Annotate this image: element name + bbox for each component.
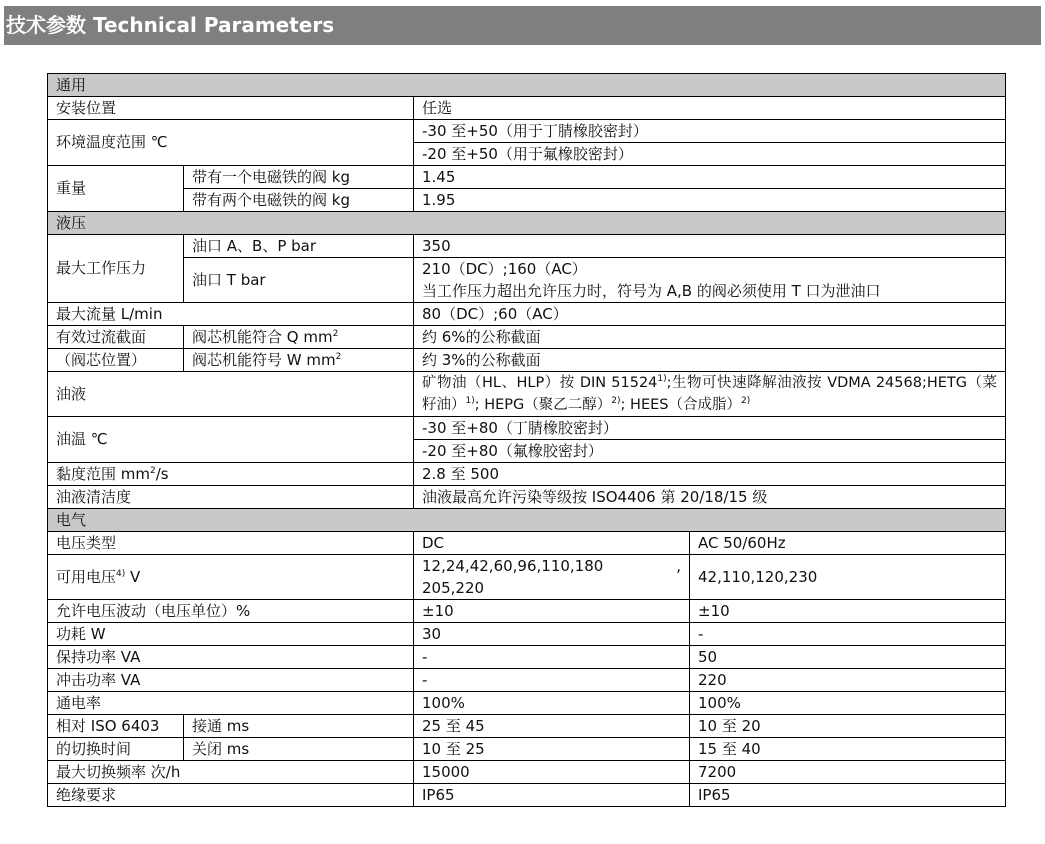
max-pressure-value-2	[414, 258, 1006, 303]
cross-section-sub-1-text: 阀芯机能符合 Q mm	[192, 327, 333, 346]
table-row	[48, 715, 1006, 738]
inrush-power-dc: -	[414, 669, 690, 692]
duty-label: 通电率	[48, 692, 414, 715]
mounting-value: 任选	[414, 97, 1006, 120]
table-row	[48, 349, 1006, 372]
voltage-label-sup: 4)	[116, 568, 126, 579]
switching-time-ac-2: 15 至 40	[690, 738, 1006, 761]
table-row	[48, 463, 1006, 486]
viscosity-label-sup: 2	[150, 465, 156, 476]
voltage-tolerance-ac: ±10	[690, 600, 1006, 623]
table-row	[48, 166, 1006, 189]
oil-temp-label: 油温 ℃	[48, 417, 414, 463]
technical-parameters-table	[47, 73, 1006, 807]
insulation-label: 绝缘要求	[48, 784, 414, 807]
ambient-temp-value-2: -20 至+50（用于氟橡胶密封）	[414, 143, 1006, 166]
voltage-dc-a: 12,24,42,60,96,110,180	[422, 557, 604, 575]
switching-time-dc-1: 25 至 45	[414, 715, 690, 738]
fluid-text-3: ; HEPG（聚乙二醇）	[474, 397, 612, 413]
switching-time-ac-1: 10 至 20	[690, 715, 1006, 738]
inrush-power-label: 冲击功率 VA	[48, 669, 414, 692]
voltage-dc	[414, 555, 690, 600]
switching-time-sub-2: 关闭 ms	[184, 738, 414, 761]
switching-time-label-b: 的切换时间	[48, 738, 184, 761]
section-row-hydraulic	[48, 212, 1006, 235]
table-row	[48, 326, 1006, 349]
voltage-type-dc: DC	[414, 532, 690, 555]
weight-value-1: 1.45	[414, 166, 1006, 189]
ambient-temp-label: 环境温度范围 ℃	[48, 120, 414, 166]
cross-section-label-a: 有效过流截面	[48, 326, 184, 349]
power-label: 功耗 W	[48, 623, 414, 646]
mounting-label: 安装位置	[48, 97, 414, 120]
table-row	[48, 646, 1006, 669]
max-pressure-value-2a: 210（DC）;160（AC）	[422, 260, 587, 278]
cross-section-label-b: （阀芯位置）	[48, 349, 184, 372]
page-title: 技术参数 Technical Parameters	[4, 6, 1041, 45]
switching-time-label-a: 相对 ISO 6403	[48, 715, 184, 738]
table-row	[48, 555, 1006, 600]
power-dc: 30	[414, 623, 690, 646]
duty-dc: 100%	[414, 692, 690, 715]
voltage-dc-line-1	[422, 555, 681, 577]
table-row	[48, 120, 1006, 143]
voltage-label	[48, 555, 414, 600]
table-row	[48, 784, 1006, 807]
voltage-ac: 42,110,120,230	[690, 555, 1006, 600]
table-row	[48, 738, 1006, 761]
max-freq-label: 最大切换频率 次/h	[48, 761, 414, 784]
viscosity-value: 2.8 至 500	[414, 463, 1006, 486]
duty-ac: 100%	[690, 692, 1006, 715]
cross-section-value-1: 约 6%的公称截面	[414, 326, 1006, 349]
voltage-label-tail: V	[125, 567, 141, 586]
voltage-label-text: 可用电压	[56, 567, 117, 586]
fluid-sup-1: 1)	[657, 374, 667, 385]
table-row	[48, 600, 1006, 623]
max-pressure-sub-1: 油口 A、B、P bar	[184, 235, 414, 258]
power-ac: -	[690, 623, 1006, 646]
cross-section-sub-2-sup: 2	[335, 351, 342, 362]
table-row	[48, 623, 1006, 646]
oil-temp-value-2: -20 至+80（氟橡胶密封）	[414, 440, 1006, 463]
table-row	[48, 372, 1006, 417]
fluid-text-2: ;生物可快速降解油液按 VDMA 24568;HETG（菜籽油）	[422, 375, 998, 413]
weight-label: 重量	[48, 166, 184, 212]
section-electric: 电气	[48, 509, 1006, 532]
section-hydraulic: 液压	[48, 212, 1006, 235]
section-row-electric	[48, 509, 1006, 532]
table-row	[48, 303, 1006, 326]
insulation-dc: IP65	[414, 784, 690, 807]
viscosity-label-tail: /s	[155, 464, 169, 483]
oil-temp-value-1: -30 至+80（丁腈橡胶密封）	[414, 417, 1006, 440]
cleanliness-value: 油液最高允许污染等级按 ISO4406 第 20/18/15 级	[414, 486, 1006, 509]
holding-power-label: 保持功率 VA	[48, 646, 414, 669]
cross-section-sub-1	[184, 326, 414, 349]
insulation-ac: IP65	[690, 784, 1006, 807]
max-freq-ac: 7200	[690, 761, 1006, 784]
weight-sub-2: 带有两个电磁铁的阀 kg	[184, 189, 414, 212]
voltage-dc-b: 205,220	[422, 579, 485, 597]
max-pressure-value-1: 350	[414, 235, 1006, 258]
fluid-sup-3: 2)	[611, 396, 621, 407]
cross-section-sub-1-sup: 2	[332, 328, 339, 339]
holding-power-ac: 50	[690, 646, 1006, 669]
cross-section-value-2: 约 3%的公称截面	[414, 349, 1006, 372]
cleanliness-label: 油液清洁度	[48, 486, 414, 509]
ambient-temp-value-1: -30 至+50（用于丁腈橡胶密封）	[414, 120, 1006, 143]
fluid-text-1: 矿物油（HL、HLP）按 DIN 51524	[422, 375, 658, 391]
voltage-tolerance-label: 允许电压波动（电压单位）%	[48, 600, 414, 623]
max-pressure-note: 当工作压力超出允许压力时，符号为 A,B 的阀必须使用 T 口为泄油口	[422, 282, 881, 300]
switching-time-dc-2: 10 至 25	[414, 738, 690, 761]
fluid-text-4: ; HEES（合成脂）	[620, 397, 741, 413]
holding-power-dc: -	[414, 646, 690, 669]
cross-section-sub-2	[184, 349, 414, 372]
fluid-label: 油液	[48, 372, 414, 417]
switching-time-sub-1: 接通 ms	[184, 715, 414, 738]
max-pressure-sub-2: 油口 T bar	[184, 258, 414, 303]
table-row	[48, 235, 1006, 258]
max-pressure-label: 最大工作压力	[48, 235, 184, 303]
table-row	[48, 761, 1006, 784]
table-row	[48, 486, 1006, 509]
table-row	[48, 189, 1006, 212]
fluid-value	[414, 372, 1006, 417]
max-flow-label: 最大流量 L/min	[48, 303, 414, 326]
table-row	[48, 417, 1006, 440]
voltage-dc-comma: ,	[676, 557, 681, 575]
voltage-tolerance-dc: ±10	[414, 600, 690, 623]
viscosity-label	[48, 463, 414, 486]
weight-value-2: 1.95	[414, 189, 1006, 212]
table-row	[48, 258, 1006, 303]
voltage-type-label: 电压类型	[48, 532, 414, 555]
cross-section-sub-2-text: 阀芯机能符号 W mm	[192, 350, 336, 369]
inrush-power-ac: 220	[690, 669, 1006, 692]
max-flow-value: 80（DC）;60（AC）	[414, 303, 1006, 326]
voltage-type-ac: AC 50/60Hz	[690, 532, 1006, 555]
max-freq-dc: 15000	[414, 761, 690, 784]
section-row-general	[48, 74, 1006, 97]
weight-sub-1: 带有一个电磁铁的阀 kg	[184, 166, 414, 189]
table-row	[48, 97, 1006, 120]
table-row	[48, 669, 1006, 692]
fluid-sup-2: 1)	[465, 396, 475, 407]
table-row	[48, 692, 1006, 715]
viscosity-label-text: 黏度范围 mm	[56, 464, 150, 483]
table-row	[48, 532, 1006, 555]
fluid-sup-4: 2)	[740, 396, 751, 407]
section-general: 通用	[48, 74, 1006, 97]
